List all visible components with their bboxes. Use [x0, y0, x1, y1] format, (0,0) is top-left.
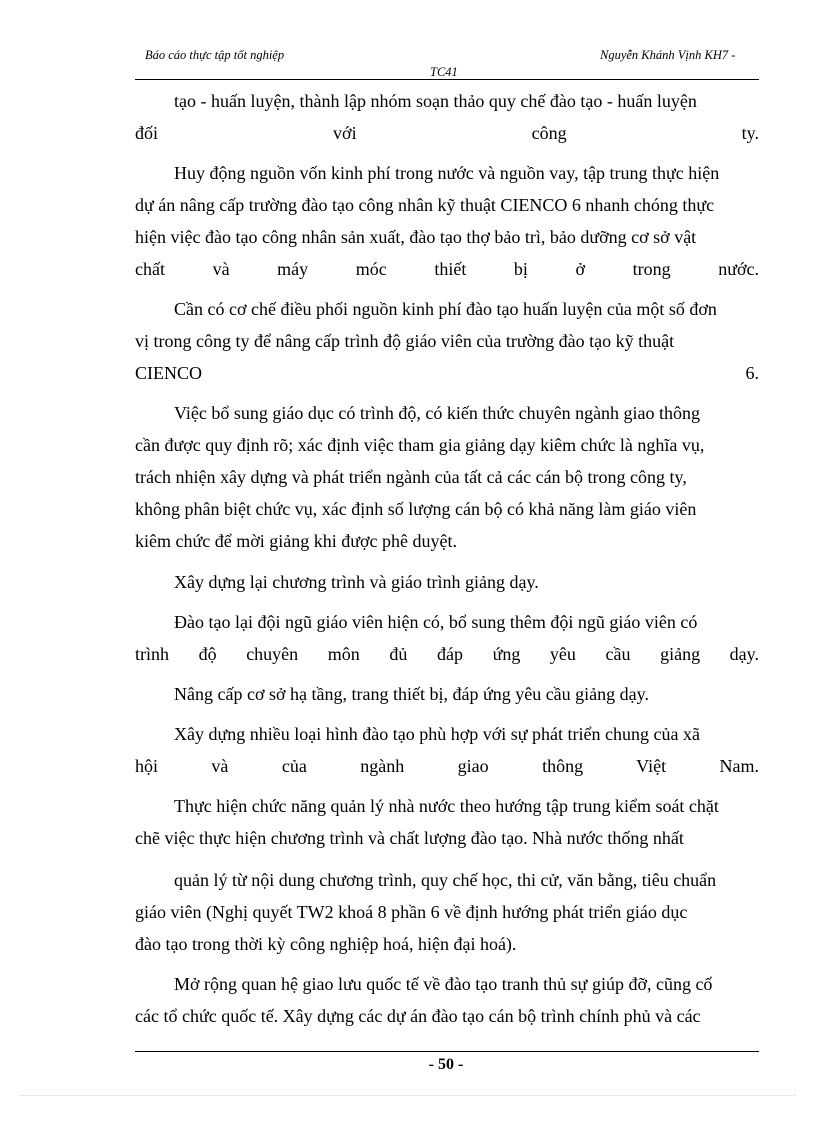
text-line: Nâng cấp cơ sở hạ tầng, trang thiết bị, đáp ứng yêu cầu giảng dạy.	[174, 684, 649, 704]
text-line: trách nhiện xây dựng và phát triển ngành của tất cả các cán bộ trong công ty,	[135, 467, 687, 487]
text-line: Mở rộng quan hệ giao lưu quốc tế về đào tạo tranh thủ sự giúp đỡ, cũng cố	[174, 974, 713, 994]
header-author: Nguyễn Khánh Vịnh KH7 -	[600, 48, 736, 62]
text-line: chất và máy móc thiết bị ở trong nước.	[135, 259, 759, 279]
text-line: trình độ chuyên môn đủ đáp ứng yêu cầu giảng dạy.	[135, 644, 759, 664]
text-line: giáo viên (Nghị quyết TW2 khoá 8 phần 6 về định hướng phát triển giáo dục	[135, 902, 688, 922]
text-line: dự án nâng cấp trường đào tạo công nhân kỹ thuật CIENCO 6 nhanh chóng thực	[135, 195, 715, 215]
header-report-title: Báo cáo thực tập tốt nghiệp	[145, 48, 285, 62]
text-line: Cần có cơ chế điều phối nguồn kinh phí đào tạo huấn luyện của một số đơn	[174, 299, 717, 319]
text-line: chẽ việc thực hiện chương trình và chất lượng đào tạo. Nhà nước thống nhất	[135, 828, 684, 848]
text-line: tạo - huấn luyện, thành lập nhóm soạn thảo quy chế đào tạo - huấn luyện	[174, 91, 697, 111]
text-line: kiêm chức để mời giảng khi được phê duyệt.	[135, 531, 457, 551]
text-line: không phân biệt chức vụ, xác định số lượng cán bộ có khả năng làm giáo viên	[135, 499, 697, 519]
text-line: CIENCO 6.	[135, 363, 759, 383]
header-divider	[135, 79, 759, 80]
text-line: Việc bổ sung giáo dục có trình độ, có kiến thức chuyên ngành giao thông	[174, 403, 701, 423]
text-line: hiện việc đào tạo công nhân sản xuất, đào tạo thợ bảo trì, bảo dưỡng cơ sở vật	[135, 227, 697, 247]
text-line: đối với công ty.	[135, 123, 759, 143]
text-line: Xây dựng lại chương trình và giáo trình giảng dạy.	[174, 572, 539, 592]
page-edge-dotted-line	[20, 1095, 796, 1096]
text-line: Đào tạo lại đội ngũ giáo viên hiện có, bổ sung thêm đội ngũ giáo viên có	[174, 612, 698, 632]
text-line: Thực hiện chức năng quản lý nhà nước theo hướng tập trung kiểm soát chặt	[174, 796, 719, 816]
header-class-code: TC41	[430, 65, 458, 79]
text-line: đào tạo trong thời kỳ công nghiệp hoá, hiện đại hoá).	[135, 934, 517, 954]
text-line: các tổ chức quốc tế. Xây dựng các dự án đào tạo cán bộ trình chính phủ và các	[135, 1006, 701, 1026]
text-line: quản lý từ nội dung chương trình, quy chế học, thi cử, văn bằng, tiêu chuẩn	[174, 870, 717, 890]
text-line: Huy động nguồn vốn kinh phí trong nước và nguồn vay, tập trung thực hiện	[174, 163, 720, 183]
footer-divider	[135, 1051, 759, 1052]
text-line: Xây dựng nhiều loại hình đào tạo phù hợp với sự phát triển chung của xã	[174, 724, 700, 744]
page-number: - 50 -	[428, 1056, 464, 1073]
text-line: cần được quy định rõ; xác định việc tham gia giảng dạy kiêm chức là nghĩa vụ,	[135, 435, 705, 455]
text-line: vị trong công ty để nâng cấp trình độ giáo viên của trường đào tạo kỹ thuật	[135, 331, 675, 351]
text-line: hội và của ngành giao thông Việt Nam.	[135, 756, 759, 776]
